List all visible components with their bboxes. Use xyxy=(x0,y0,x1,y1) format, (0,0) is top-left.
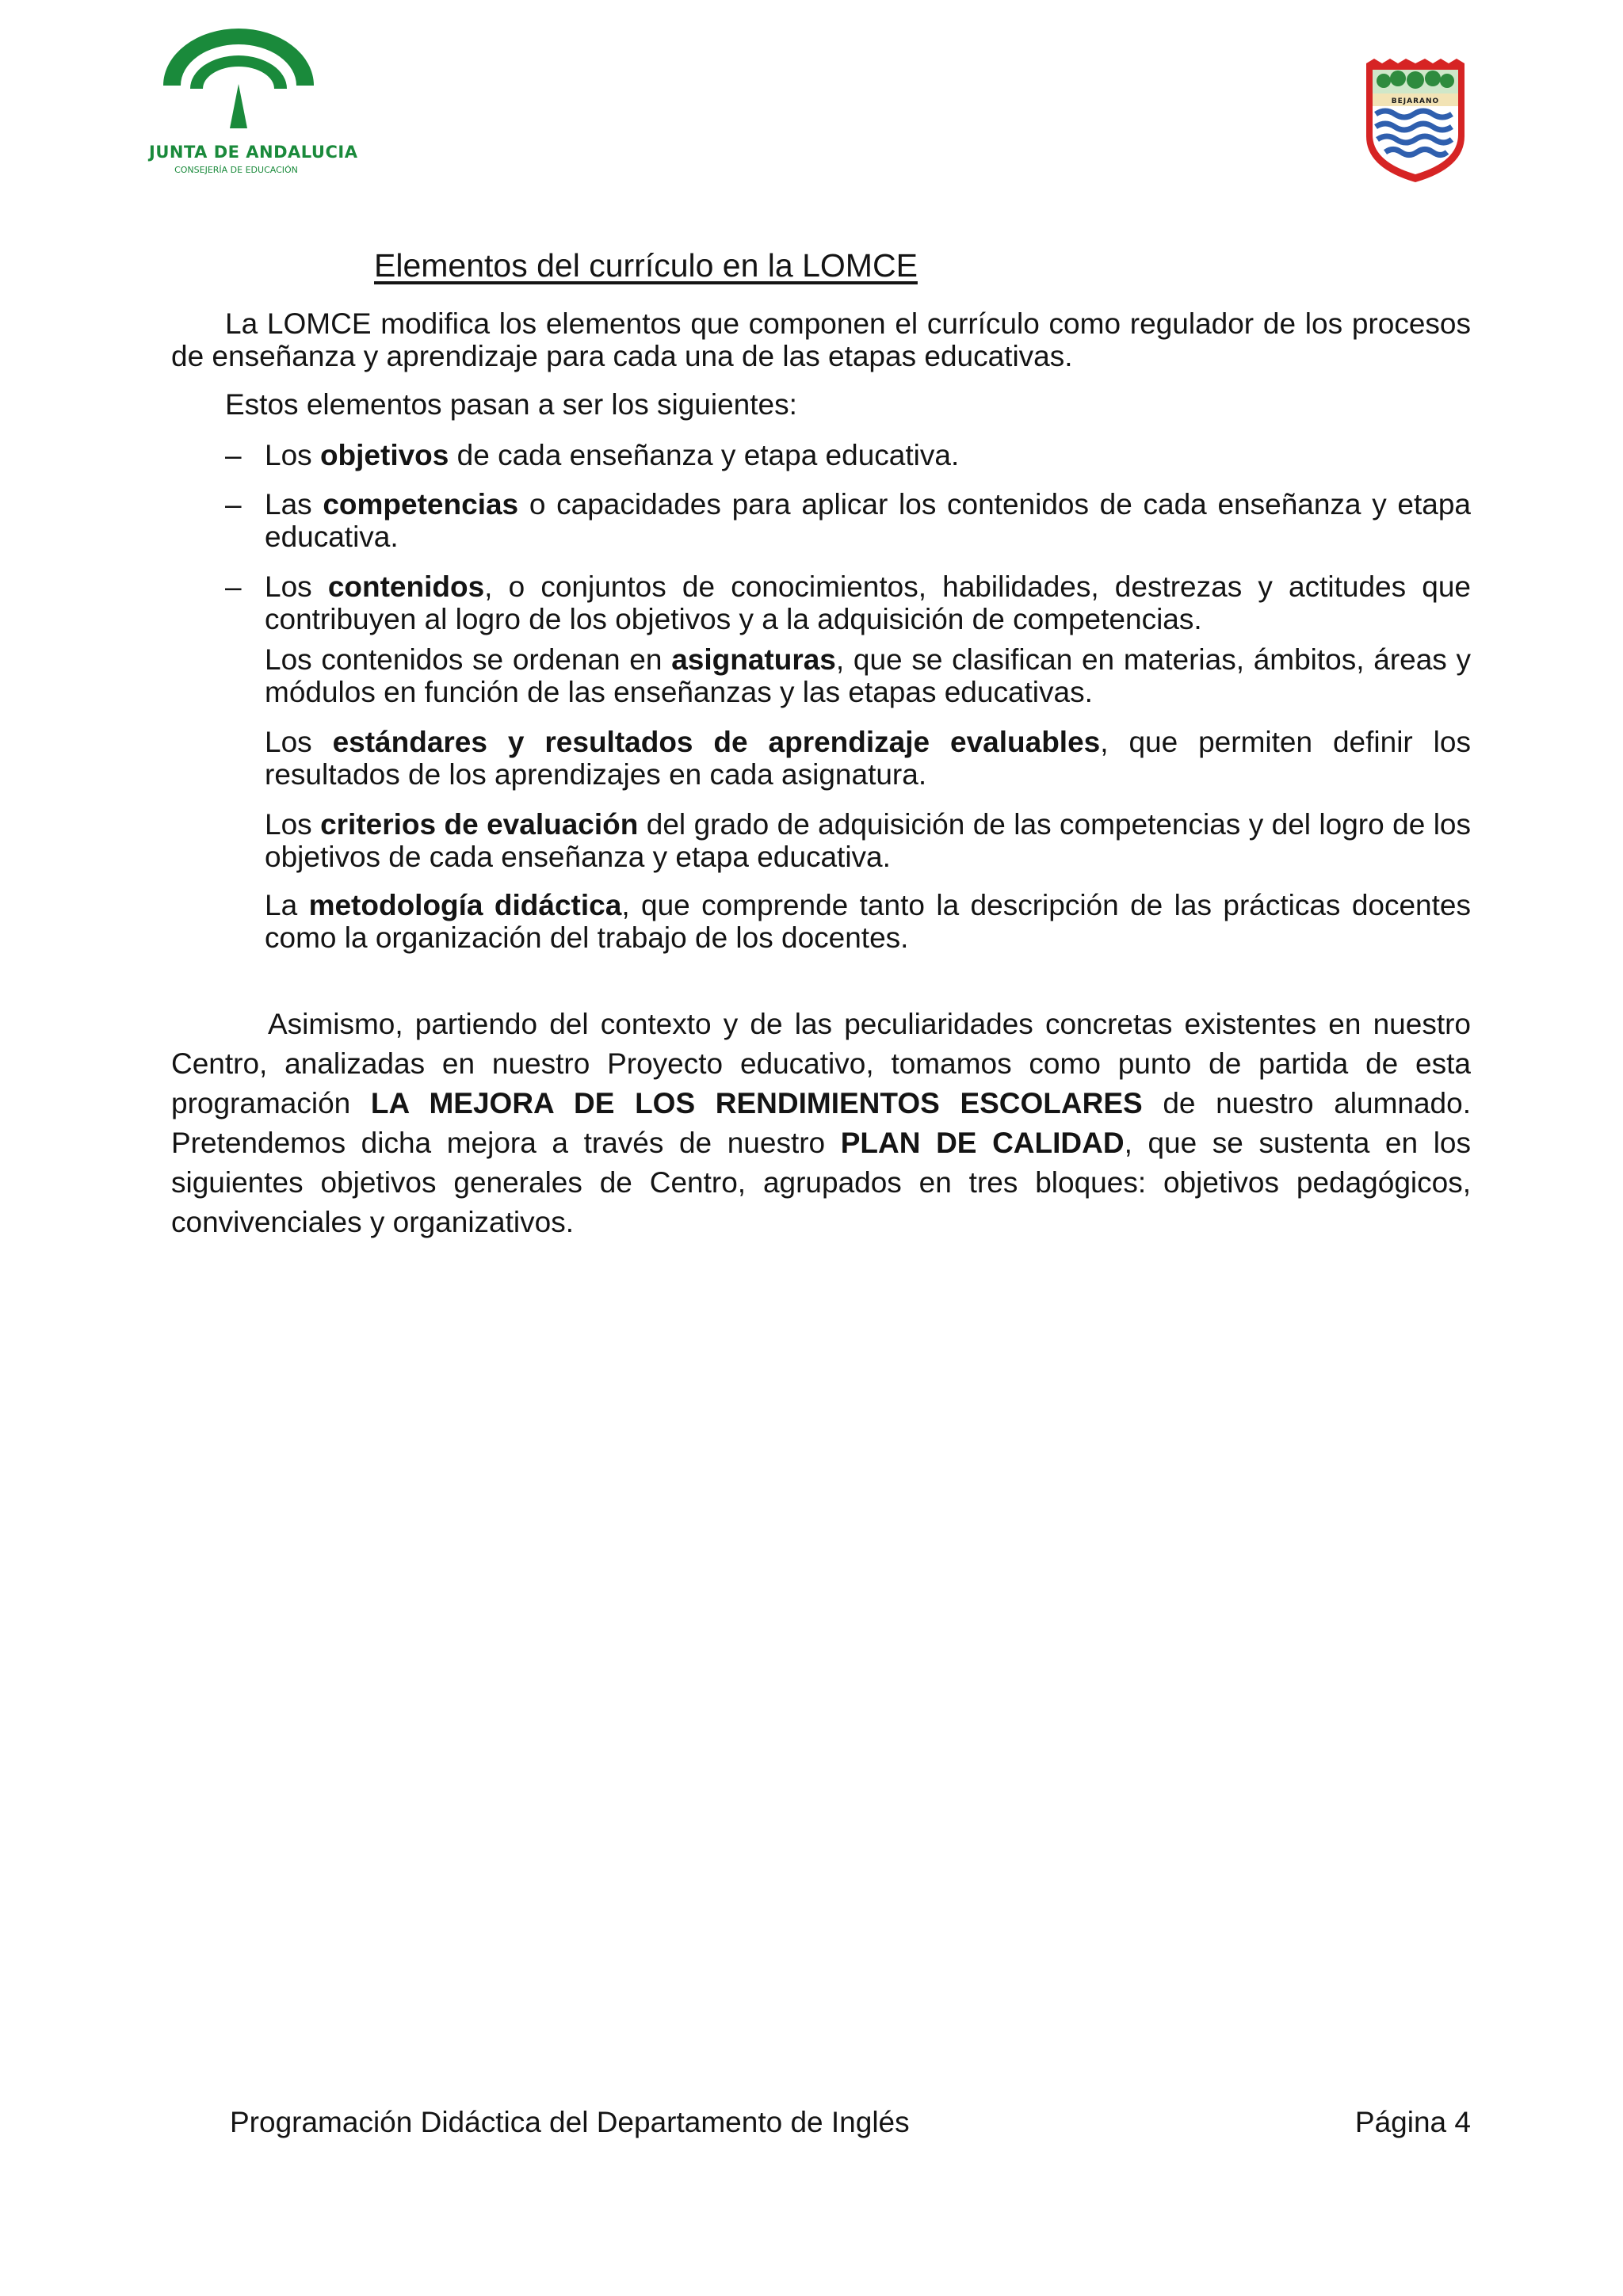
document-title: Elementos del currículo en la LOMCE xyxy=(374,247,918,284)
sub-paragraph: Los estándares y resultados de aprendizaje evaluables, que permiten definir los resultados de los aprendizajes en cada asignatura. xyxy=(265,726,1471,791)
logo-subtitle: CONSEJERÍA DE EDUCACIÓN xyxy=(174,165,298,175)
crest-shield-icon xyxy=(1363,57,1468,184)
crest-label: BEJARANO xyxy=(1391,97,1440,105)
list-dash: – xyxy=(225,488,242,521)
list-item xyxy=(225,488,1471,553)
list-item xyxy=(225,439,1471,471)
sub-paragraph: Los contenidos se ordenan en asignaturas, que se clasifican en materias, ámbitos, áreas y módulos en función de las enseñanzas y las etapas educativas. xyxy=(265,643,1472,708)
sub-paragraph: Los criterios de evaluación del grado de adquisición de las competencias y del logro de los objetivos de cada enseñanza y etapa educativa. xyxy=(265,808,1471,873)
footer-document-name: Programación Didáctica del Departamento de Inglés xyxy=(230,2106,910,2138)
closing-paragraph: Asimismo, partiendo del contexto y de las peculiaridades concretas existentes en nuestro Centro, analizadas en nuestro Proyecto educativo, tomamos como punto de partida de esta programación LA MEJORA DE LOS RENDIMIENTOS ESCOLARES de nuestro alumnado. Pretendemos dicha mejora a través de nuestro PLAN DE CALIDAD, que se sustenta en los siguientes objetivos generales de Centro, agrupados en tres bloques: objetivos pedagógicos, convivenciales y organizativos. xyxy=(171,1008,1471,1238)
logo-name: JUNTA DE ANDALUCIA xyxy=(149,143,358,162)
list-item-text: Los objetivos de cada enseñanza y etapa educativa. xyxy=(265,439,960,471)
footer-page-number: Página 4 xyxy=(1354,2106,1471,2138)
junta-arch-icon xyxy=(155,22,322,141)
lead-paragraph: Estos elementos pasan a ser los siguientes: xyxy=(225,388,797,421)
list-dash: – xyxy=(225,439,242,471)
list-item-text: Las competencias o capacidades para aplicar los contenidos de cada enseñanza y etapa educativa. xyxy=(265,488,1471,553)
school-crest-logo xyxy=(1363,57,1468,184)
list-item xyxy=(225,570,1471,635)
list-item-text: Los contenidos, o conjuntos de conocimientos, habilidades, destrezas y actitudes que contribuyen al logro de los objetivos y a la adquisición de competencias. xyxy=(265,570,1471,635)
junta-andalucia-logo xyxy=(149,22,358,181)
sub-paragraph: La metodología didáctica, que comprende tanto la descripción de las prácticas docentes como la organización del trabajo de los docentes. xyxy=(265,889,1471,954)
intro-paragraph: La LOMCE modifica los elementos que componen el currículo como regulador de los procesos de enseñanza y aprendizaje para cada una de las etapas educativas. xyxy=(171,307,1471,372)
list-dash: – xyxy=(225,570,242,603)
